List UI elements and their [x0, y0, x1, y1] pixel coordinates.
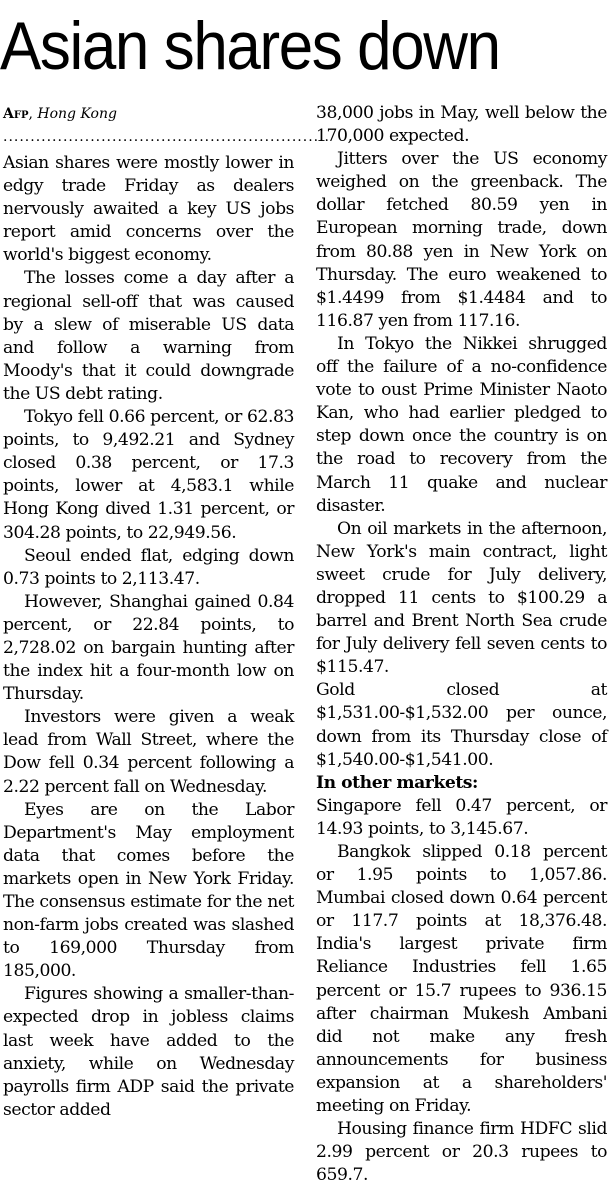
paragraph: Seoul ended flat, edging down 0.73 points to 2,113.47.	[3, 545, 294, 589]
byline-agency: Afp	[3, 106, 29, 122]
right-column	[316, 102, 607, 1187]
dotted-separator: ............................................................	[3, 129, 331, 145]
paragraph: Investors were given a weak lead from Wall Street, where the Dow fell 0.34 percent following a 2.22 percent fall on Wednesday.	[3, 707, 294, 797]
paragraph: Singapore fell 0.47 percent, or 14.93 points, to 3,145.67.	[316, 795, 607, 839]
paragraph: Bangkok slipped 0.18 percent or 1.95 points to 1,057.86. Mumbai closed down 0.64 percent or 117.7 points at 18,376.48. India's largest private firm Reliance Industries fell 1.65 percent or 15.7 rupees to 936.15 after chairman Mukesh Ambani did not make any fresh announcements for business expansion at a shareholders' meeting on Friday.	[316, 842, 607, 1117]
left-column	[3, 102, 331, 1122]
byline: Afp, Hong Kong	[3, 106, 117, 122]
paragraph: The losses come a day after a regional sell-off that was caused by a slew of miserable US data and follow a warning from Moody's that it could downgrade the US debt rating.	[3, 268, 294, 404]
paragraph: Jitters over the US economy weighed on the greenback. The dollar fetched 80.59 yen in European morning trade, down from 80.88 yen in New York on Thursday. The euro weakened to $1.4499 from $1.4484 and to 116.87 yen from 117.16.	[316, 149, 607, 331]
paragraph-continued: 38,000 jobs in May, well below the 170,000 expected.	[316, 103, 607, 147]
paragraph-lead: Asian shares were mostly lower in edgy trade Friday as dealers nervously awaited a key US jobs report amid concerns over the world's biggest economy.	[3, 153, 294, 266]
subheading: In other markets:	[316, 772, 478, 793]
paragraph: However, Shanghai gained 0.84 percent, or 22.84 points, to 2,728.02 on bargain hunting after the index hit a four-month low on Thursday.	[3, 591, 294, 705]
byline-location: Hong Kong	[37, 106, 117, 122]
paragraph: Gold closed at $1,531.00-$1,532.00 per ounce, down from its Thursday close of $1,540.00-$1,541.00.	[316, 680, 607, 770]
paragraph: In Tokyo the Nikkei shrugged off the failure of a no-confidence vote to oust Prime Minister Naoto Kan, who had earlier pledged to step down once the country is on the road to recovery from the March 11 quake and nuclear disaster.	[316, 333, 607, 516]
paragraph: Tokyo fell 0.66 percent, or 62.83 points, to 9,492.21 and Sydney closed 0.38 percent, or 17.3 points, lower at 4,583.1 while Hong Kong dived 1.31 percent, or 304.28 points, to 22,949.56.	[3, 407, 294, 543]
headline: Asian shares down	[0, 8, 500, 84]
paragraph: Housing finance firm HDFC slid 2.99 percent or 20.3 rupees to 659.7.	[316, 1119, 607, 1186]
paragraph: On oil markets in the afternoon, New York's main contract, light sweet crude for July delivery, dropped 11 cents to $100.29 a barrel and Brent North Sea crude for July delivery fell seven cents to $115.47.	[316, 518, 607, 678]
paragraph: Figures showing a smaller-than-expected drop in jobless claims last week have added to the anxiety, while on Wednesday payrolls firm ADP said the private sector added	[3, 984, 294, 1120]
paragraph: Eyes are on the Labor Department's May employment data that comes before the markets open in New York Friday. The consensus estimate for the net non-farm jobs created was slashed to 169,000 Thursday from 185,000.	[3, 799, 294, 982]
